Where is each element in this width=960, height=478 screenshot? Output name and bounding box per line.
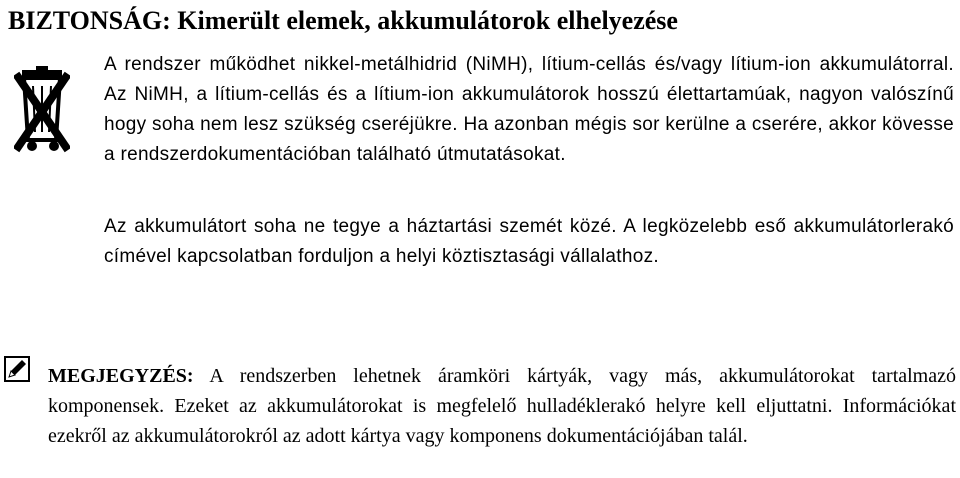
pencil-note-icon [4,356,30,382]
note-text: A rendszerben lehetnek áramköri kártyák, vagy más, akkumulátorokat tartalmazó komponensek. Ezeket az akkumulátorokat is megfelelő hulladéklerakó helyre kell eljuttatni. Információkat ezekről az akkumulátorokról az adott kártya vagy komponens dokumentációjában talál. [48,365,956,447]
note-paragraph [48,361,956,451]
battery-lifetime-paragraph: A rendszer működhet nikkel-metálhidrid (NiMH), lítium-cellás és/vagy lítium-ion akkumulátorral. Az NiMH, a lítium-cellás és a lítium-ion akkumulátorok hosszú élettartamúak, nagyon valószínű hogy soha nem lesz szükség cseréjükre. Ha azonban mégis sor kerülne a cserére, akkor kövesse a rendszerdokumentációban található útmutatásokat. [104,54,954,165]
disposal-paragraph: Az akkumulátort soha ne tegye a háztartási szemét közé. A legközelebb eső akkumulátorlerakó címével kapcsolatban forduljon a helyi köztisztasági vállalathoz. [104,216,954,267]
page-title: BIZTONSÁG: Kimerült elemek, akkumulátorok elhelyezése [8,6,678,35]
note-label: MEGJEGYZÉS: [48,365,194,387]
crossed-out-bin-icon [14,66,70,154]
